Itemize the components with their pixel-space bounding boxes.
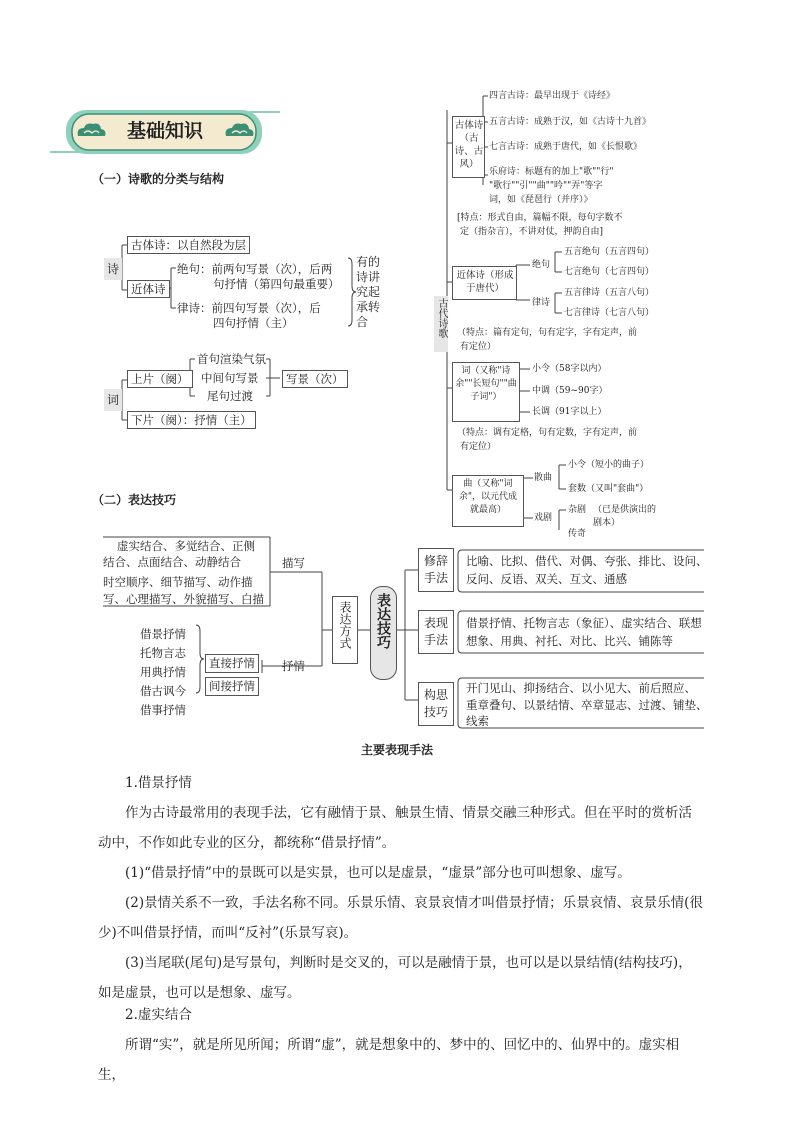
xiuci-box: 修辞手法 <box>418 548 454 592</box>
jianjie-item-1: 借景抒情 <box>140 627 186 641</box>
xiuci-line-2: 反问、反语、双关、互文、通感 <box>466 572 627 586</box>
shangpian-box: 上片（阕） <box>127 370 193 388</box>
biaoxian-line-1: 借景抒情、托物言志（象征）、虚实结合、联想 <box>466 616 702 630</box>
jianjie-item-2: 托物言志 <box>140 646 186 660</box>
guti-item-6: 词，如《琵琶行（并序）》 <box>489 195 593 205</box>
qu-box: 曲（又称"词余"，以元代成就最高） <box>452 475 524 527</box>
sanqu-label: 散曲 <box>534 473 553 483</box>
gutishi-box: 古体诗：以自然段为层 <box>127 236 250 254</box>
lvshi-text2: 四句抒情（主） <box>213 316 294 330</box>
guti-box: 古体诗（古诗、古风） <box>452 116 485 178</box>
miaoxie-item-4: 写、心理描写、外貌描写、白描 <box>103 592 264 606</box>
jinti-note-1: （特点：篇有定句，句有定字，字有定声，前 <box>457 328 638 338</box>
guti-note-1: [特点：形式自由，篇幅不限，每句字数不 <box>457 213 623 223</box>
xiuci-line-1: 比喻、比拟、借代、对偶、夸张、排比、设问、 <box>466 554 708 568</box>
subtitle: 主要表现手法 <box>360 743 433 757</box>
xiapian-box: 下片（阕）：抒情（主） <box>127 411 256 429</box>
sanqu-item-1: 小令（短小的曲子） <box>568 460 650 470</box>
center-box: 表达技巧 <box>370 586 397 680</box>
guti-item-2: 五言古诗：成熟于汉，如《古诗十九首》 <box>489 117 652 127</box>
jianjie-item-3: 用典抒情 <box>140 665 186 679</box>
gousi-line-2: 重章叠句、以景结情、卒章显志、过渡、铺垫、 <box>466 698 708 712</box>
banner-title: 基础知识 <box>126 120 203 142</box>
ci-label: 词 <box>104 389 122 411</box>
jueju-label: 绝句 <box>532 260 551 270</box>
paragraph-4: (3)当尾联(尾句)是写景句，判断时是交叉的，可以是融情于景，也可以是以景结情(结构技巧)，如是虚景，也可以是想象、虚写。 <box>98 955 692 1001</box>
shi-label: 诗 <box>104 258 122 280</box>
jianjie-item-5: 借事抒情 <box>140 703 186 717</box>
heading-2: 2.虚实结合 <box>125 1007 192 1023</box>
jueju-item-1: 五言绝句（五言四句） <box>564 247 655 257</box>
line2-text: 中间句写景 <box>201 371 259 385</box>
line1-text: 首句渲染气氛 <box>197 352 266 366</box>
gousi-box: 构思技巧 <box>418 682 454 726</box>
jianjie-item-4: 借古讽今 <box>140 684 186 698</box>
line3-text: 尾句过渡 <box>207 389 253 403</box>
guti-item-1: 四言古诗：最早出现于《诗经》 <box>489 91 616 101</box>
ancient-poetry-label: 古代诗歌 <box>434 296 448 352</box>
paragraph-5: 所谓“实”，就是所见所闻；所谓“虚”，就是想象中的、梦中的、回忆中的、仙界中的。虚实相生， <box>98 1037 680 1083</box>
jueju-item-2: 七言绝句（七言四句） <box>564 267 655 277</box>
lvshi-item-1: 五言律诗（五言八句） <box>564 288 655 298</box>
guti-item-5: "歌行""引""曲""吟""弄"等字 <box>489 181 603 191</box>
sanqu-item-2: 套数（又叫"套曲"） <box>568 484 649 494</box>
section2-heading: （二）表达技巧 <box>92 493 177 507</box>
guti-item-3: 七言古诗：成熟于唐代，如《长恨歌》 <box>489 142 643 152</box>
paragraph-2: (1)“借景抒情”中的景既可以是实景，也可以是虚景，“虚景”部分也可叫想象、虚写。 <box>125 865 631 881</box>
xiju-item-1: 杂剧 <box>568 505 587 515</box>
zhijie-box: 直接抒情 <box>205 654 259 673</box>
ci-box: 词（又称"诗余""长短句""曲子词"） <box>452 362 520 422</box>
fangshi-box: 表达方式 <box>332 596 358 664</box>
jinti-note-2: 有定位） <box>460 342 497 352</box>
xiju-item-2: 传奇 <box>568 529 587 539</box>
miaoxie-item-1: 虚实结合、多觉结合、正侧 <box>117 539 255 553</box>
ci-item-1: 小令（58字以内） <box>532 364 607 374</box>
miaoxie-item-3: 时空顺序、细节描写、动作描 <box>103 575 253 589</box>
gousi-line-1: 开门见山、抑扬结合、以小见大、前后照应、 <box>466 681 696 695</box>
xiejing-box: 写景（次） <box>282 370 348 388</box>
ci-note-1: （特点：调有定格，句有定数，字有定声，前 <box>457 428 638 438</box>
jueju-text: 绝句：前两句写景（次），后两 <box>177 262 333 276</box>
gousi-line-3: 线索 <box>466 714 489 728</box>
ci-item-2: 中调（59~90字） <box>532 386 608 396</box>
shuqing-label: 抒情 <box>282 659 305 673</box>
paragraph-3: (2)景情关系不一致，手法名称不同。乐景乐情、哀景哀情才叫借景抒情；乐景哀情、哀景乐情(很少)不叫借景抒情，而叫“反衬”(乐景写哀)。 <box>98 895 703 941</box>
lvshi-item-2: 七言律诗（七言八句） <box>564 308 655 318</box>
section1-heading: （一）诗歌的分类与结构 <box>92 172 225 186</box>
ci-item-3: 长调（91字以上） <box>532 407 607 417</box>
guti-item-4: 乐府诗：标题有的加上"歌""行" <box>489 167 614 177</box>
xiju-label: 戏剧 <box>534 513 553 523</box>
jueju-text2: 句抒情（第四句最重要） <box>213 277 340 291</box>
jianjie-box: 间接抒情 <box>205 677 259 696</box>
technique-diagram <box>0 530 794 730</box>
lvshi-text: 律诗：前四句写景（次），后 <box>177 301 321 315</box>
biaoxian-line-2: 想象、用典、衬托、对比、比兴、铺陈等 <box>466 634 673 648</box>
miaoxie-label: 描写 <box>282 556 305 570</box>
jintishi-box: 近体诗 <box>127 280 170 298</box>
ci-note-2: 有定位） <box>460 442 497 452</box>
jinti-box: 近体诗（形成于唐代） <box>452 266 517 300</box>
ancient-poetry-diagram <box>0 0 794 540</box>
miaoxie-item-2: 结合、点面结合、动静结合 <box>103 555 241 569</box>
side-note: 有的诗讲究起承转合 <box>356 255 381 329</box>
paragraph-1: 作为古诗最常用的表现手法，它有融情于景、触景生情、情景交融三种形式。但在平时的赏析活动中，不作如此专业的区分，都统称“借景抒情”。 <box>98 805 692 851</box>
lvshi-label: 律诗 <box>532 298 551 308</box>
guti-note-2: 定（指杂言），不讲对仗，押韵自由] <box>460 227 604 237</box>
biaoxian-box: 表现手法 <box>418 610 454 654</box>
heading-1: 1.借景抒情 <box>125 775 192 791</box>
xiju-note: （已是供演出的剧本） <box>593 505 657 528</box>
ancient-lines <box>0 0 794 540</box>
